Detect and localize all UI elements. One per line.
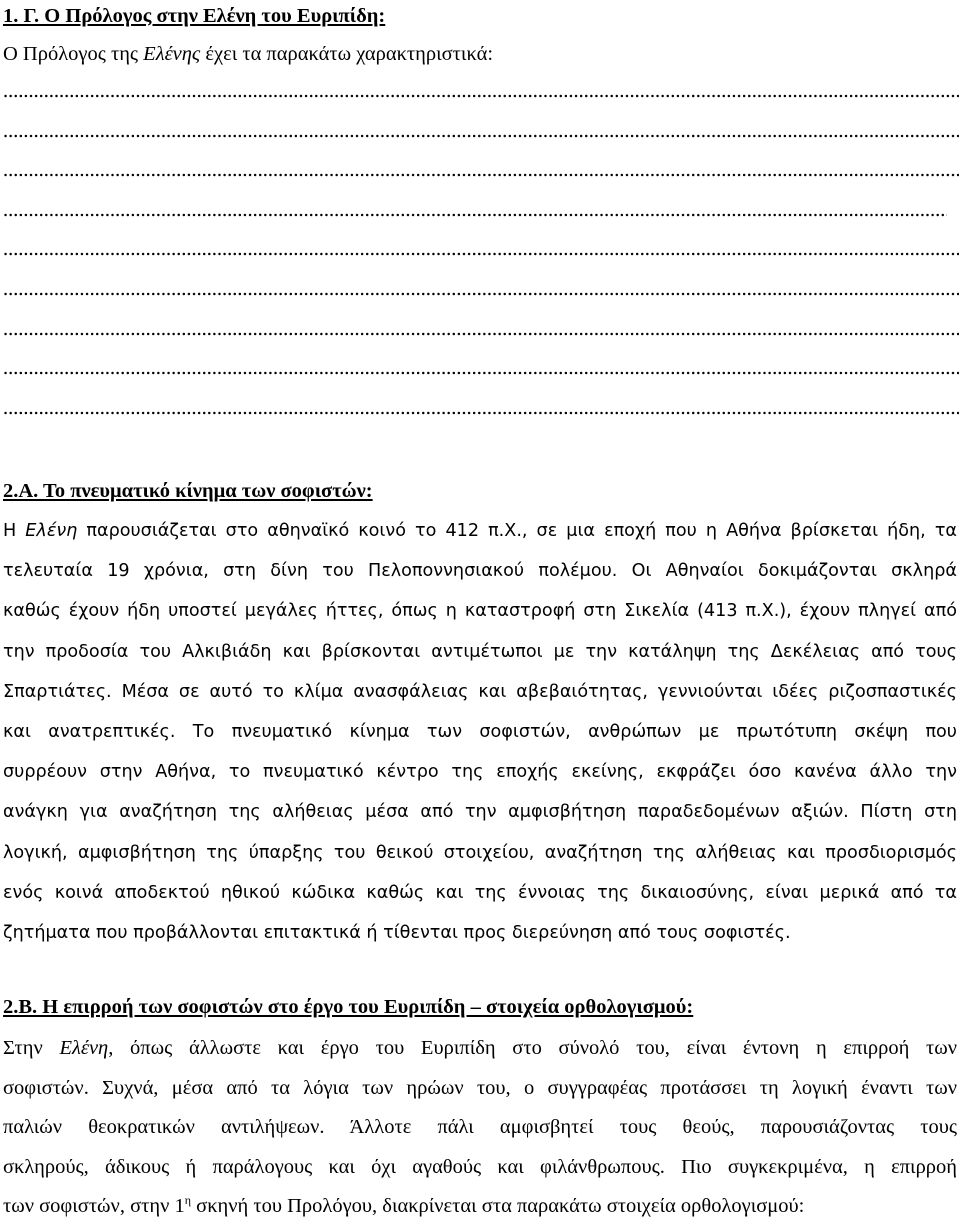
answer-dotted-line[interactable] [3,173,959,177]
section-2a-heading: 2.Α. Το πνευματικό κίνημα των σοφιστών: [3,480,373,502]
section-2a-line: Σπαρτιάτες. Μέσα σε αυτό το κλίμα ανασφάλειας και αβεβαιότητας, γεννιούνται ιδέες ριζοσπαστικές [3,681,957,702]
section-2a-line: ανάγκη για αναζήτηση της αλήθειας μέσα από την αμφισβήτηση παραδεδομένων αξιών. Πίστη στη [3,802,957,823]
work-title: Ελένη [59,1037,109,1059]
answer-dotted-line[interactable] [3,252,959,256]
work-title: Ελένη [25,521,78,541]
answer-dotted-line[interactable] [3,292,959,296]
section-2b-line: των σοφιστών, στην $1^\eta$ σκηνή του Προλόγου, διακρίνεται στα παρακάτω στοιχεία ορθολογισμού: [3,1193,805,1217]
section-2b-line: παλιών θεοκρατικών αντιλήψεων. Άλλοτε πάλι αμφισβητεί τους θεούς, παρουσιάζοντας τους [3,1116,957,1138]
answer-dotted-line[interactable] [3,371,959,375]
section-2a-line: την προδοσία του Αλκιβιάδη και βρίσκονται αντιμέτωποι με την κατάληψη της Δεκέλειας από τους [3,641,957,662]
work-title: Ελένης [143,43,201,65]
section-2a-line: λογική, αμφισβήτηση της ύπαρξης του θεικού στοιχείου, αναζήτηση της αλήθειας και προσδιορισμός [3,842,957,863]
answer-dotted-line[interactable] [3,411,959,415]
section-2a-line: ζητήματα που προβάλλονται επιτακτικά ή τίθενται προς διερεύνηση από τους σοφιστές. [3,923,791,943]
section-2a-line: ενός κοινά αποδεκτού ηθικού κώδικα καθώς και της έννοιας της δικαιοσύνης, είναι μερικά από τα [3,882,957,903]
section-2a-line: τελευταία 19 χρόνια, στη δίνη του Πελοποννησιακού πολέμου. Οι Αθηναίοι δοκιμάζονται σκληρά [3,561,957,582]
section-2b-line: Στην Ελένη, όπως άλλωστε και έργο του Ευριπίδη στο σύνολό του, είναι έντονη η επιρροή των [3,1037,957,1059]
section-2a-line: συρρέουν στην Αθήνα, το πνευματικό κέντρο της εποχής εκείνης, εκφράζει όσο κανένα άλλο την [3,762,957,783]
section-2b-heading: 2.Β. Η επιρροή των σοφιστών στο έργο του Ευριπίδη – στοιχεία ορθολογισμού: [3,996,694,1018]
section-1-heading: 1. Γ. Ο Πρόλογος στην Ελένη του Ευριπίδη: [3,5,386,27]
section-2b-line: σοφιστών. Συχνά, μέσα από τα λόγια των ηρώων του, ο συγγραφέας προτάσσει τη λογική έναντι των [3,1077,957,1099]
answer-dotted-line[interactable] [3,332,959,336]
section-2b-line: σκληρούς, άδικους ή παράλογους και όχι αγαθούς και φιλάνθρωπους. Πιο συγκεκριμένα, η επιρροή [3,1156,957,1178]
section-2a-line: Η Ελένη παρουσιάζεται στο αθηναϊκό κοινό το 412 π.Χ., σε μια εποχή που η Αθήνα βρίσκεται ήδη, τα [3,521,958,541]
answer-dotted-line[interactable] [3,213,947,217]
section-2a-line: καθώς έχουν ήδη υποστεί μεγάλες ήττες, όπως η καταστροφή στη Σικελία (413 π.Χ.), έχουν πληγεί από [3,601,957,622]
answer-dotted-line[interactable] [3,134,959,138]
section-2a-line: και ανατρεπτικές. Το πνευματικό κίνημα των σοφιστών, ανθρώπων με πρωτότυπη σκέψη που [3,722,957,742]
section-1-intro: Ο Πρόλογος της Ελένης έχει τα παρακάτω χαρακτηριστικά: [3,43,494,65]
answer-dotted-line[interactable] [3,94,959,98]
